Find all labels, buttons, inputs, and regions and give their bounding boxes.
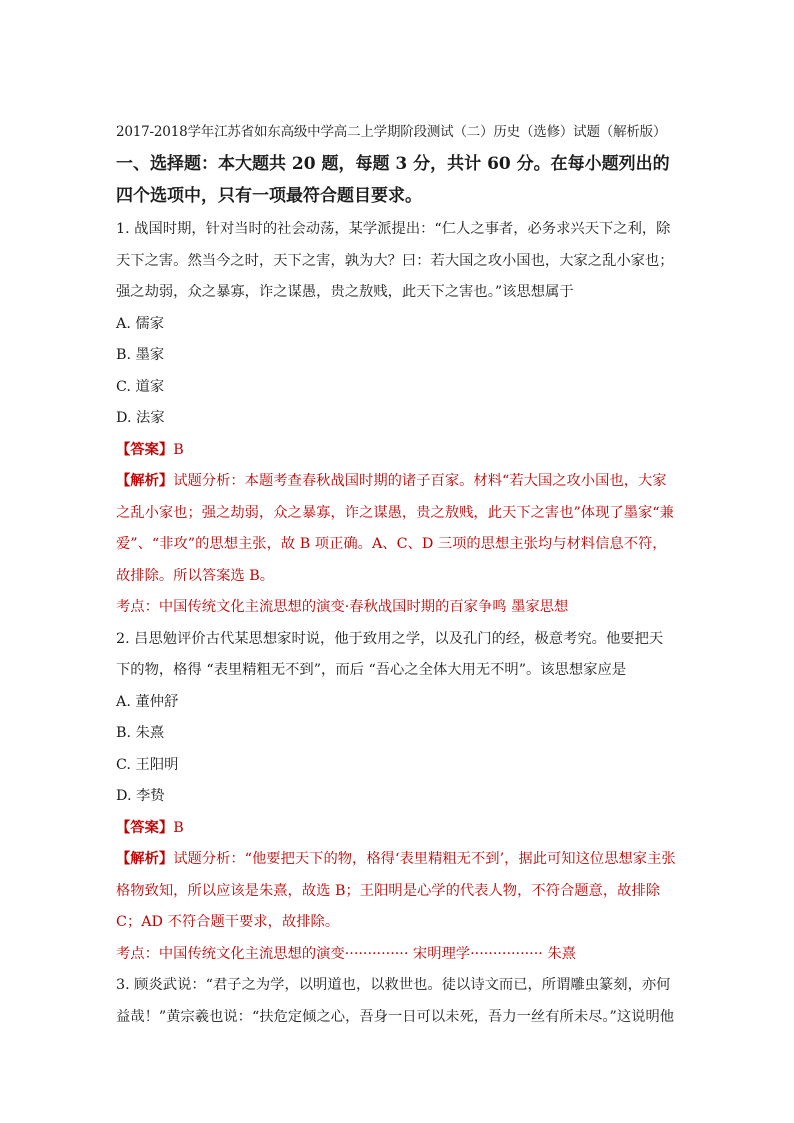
analysis-text: 试题分析：“他要把天下的物，格得‘表里精粗无不到’，据此可知这位思想家主张格物致知，所以应该是朱熹，故选 B；王阳明是心学的代表人物，不符合题意，故排除 C；AD 不符合题干要求，故排除。 (116, 851, 676, 930)
question-stem: 3. 顾炎武说：“君子之为学，以明道也，以救世也。徒以诗文而已，所谓雕虫篆刻，亦何益哉！”黄宗羲也说：“扶危定倾之心，吾身一日可以未死，吾力一丝有所未尽。”这说明他 (116, 977, 675, 1025)
option-b: B. 墨家 (116, 347, 165, 363)
option-c: C. 道家 (116, 378, 165, 395)
analysis-tag: 【解析】 (116, 473, 174, 489)
option-b: B. 朱熹 (116, 725, 165, 741)
document-page (116, 122, 676, 1033)
question-stem: 1. 战国时期，针对当时的社会动荡，某学派提出：“仁人之事者，必务求兴天下之利，除天下之害。然当今之时，天下之害，孰为大？曰：若大国之攻小国也，大家之乱小家也；强之劫弱，众之暴寡，诈之谋愚，贵之敖贱，此天下之害也。”该思想属于 (116, 221, 674, 300)
option-a: A. 儒家 (116, 315, 165, 332)
analysis-text: 试题分析：本题考查春秋战国时期的诸子百家。材料“若大国之攻小国也，大家之乱小家也；强之劫弱，众之暴寡，诈之谋愚，贵之敖贱，此天下之害也”体现了墨家“兼爱”、“非攻”的思想主张，故 B 项正确。A、C、D 三项的思想主张均与材料信息不符，故排除。所以答案选 B。 (116, 473, 674, 584)
option-d: D. 法家 (116, 410, 165, 426)
option-c: C. 王阳明 (116, 756, 179, 773)
answer-value: B (173, 441, 184, 458)
answer-line (116, 813, 676, 845)
question-1 (116, 214, 676, 624)
option-d: D. 李贽 (116, 788, 165, 804)
answer-line (116, 435, 676, 467)
analysis-line (116, 466, 676, 592)
question-2 (116, 624, 676, 971)
question-3 (116, 970, 676, 1033)
answer-value: B (173, 819, 184, 836)
answer-tag: 【答案】 (116, 441, 174, 458)
question-stem: 2. 吕思勉评价古代某思想家时说，他于致用之学，以及孔门的经，极意考究。他要把天下的物，格得 “表里精粗无不到”，而后 “吾心之全体大用无不明”。该思想家应是 (116, 630, 664, 678)
knowledge-point: 考点：中国传统文化主流思想的演变·春秋战国时期的百家争鸣 墨家思想 (116, 599, 569, 615)
section-heading: 一、选择题：本大题共 20 题，每题 3 分，共计 60 分。在每小题列出的四个选项中，只有一项最符合题目要求。 (116, 154, 670, 206)
analysis-line (116, 844, 676, 939)
analysis-tag: 【解析】 (116, 851, 174, 867)
document-title: 2017-2018学年江苏省如东高级中学高二上学期阶段测试（二）历史（选修）试题（解析版） (116, 124, 667, 140)
knowledge-point: 考点：中国传统文化主流思想的演变·············· 宋明理学················ 朱熹 (116, 945, 576, 962)
answer-tag: 【答案】 (116, 819, 174, 836)
option-a: A. 董仲舒 (116, 693, 179, 710)
